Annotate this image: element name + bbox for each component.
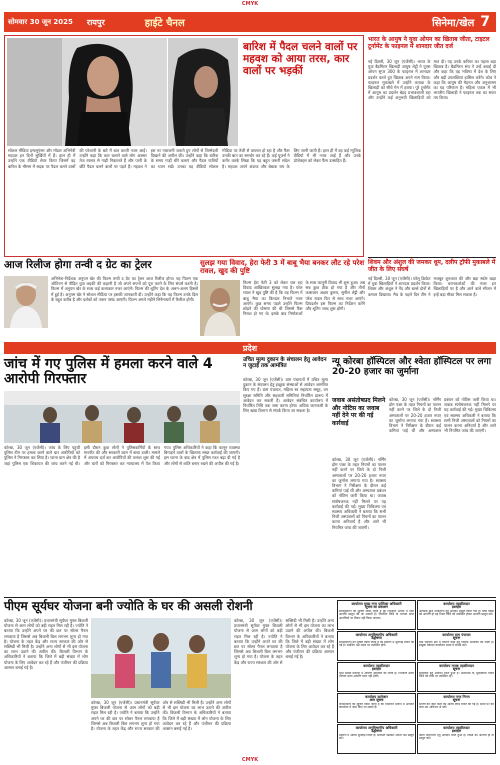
trailer-story (4, 260, 198, 340)
solar-story (4, 600, 334, 756)
section-band (4, 342, 496, 354)
notice-box: कार्यालय अनुविभागीय अधिकारी उद्घोषणा प्रकरण में अंतिम सुनवाई नियत है। संबंधित पक्षकार अपना पक्ष प्रस्तुत करें। (337, 724, 416, 754)
right-column-bottom (368, 260, 496, 340)
lead-photo (7, 38, 167, 146)
trailer-body: अभिनेता-निर्देशक अनुपम खेर की फिल्म तन्वी द ग्रेट का ट्रेलर आज रिलीज होगा। यह फिल्म एक ऑटिज्म से पीड़ित युवा लड़की की कहानी है जो अपने सपनों को पूरा करने के लिए संघर्ष करती है। फिल्म में अनुपम खेर के साथ कई कलाकार नजर आएंगे। फिल्म की शूटिंग देश के अलग-अलग हिस्सों में हुई है। अनुपम खेर ने सोशल मीडिया पर इसकी जानकारी दी। उन्होंने कहा कि यह फिल्म उनके दिल के बहुत करीब है और दर्शकों को जरूर पसंद आएगी। फिल्म अगले महीने सिनेमाघरों में रिलीज होगी। (51, 276, 198, 302)
public-notices (337, 600, 496, 756)
police-body: कोरबा, 30 जून (एजेंसी)। जांच के लिए पहुंची पुलिस टीम पर हमला करने वाले चार आरोपियों को पुलिस ने गिरफ्तार कर लिया है। घटना ग्राम क्षेत्र की है जहां पुलिस एक शिकायत की जांच करने गई थी। इसी दौरान कुछ लोगों ने पुलिसकर्मियों के साथ मारपीट की और सरकारी काम में बाधा डाली। मामले में अपराध दर्ज कर आरोपियों की तलाश शुरू की गई और चारों को गिरफ्तार कर न्यायालय में पेश किया गया। पुलिस अधिकारियों ने कहा कि कानून व्यवस्था बिगाड़ने वालों के खिलाफ सख्त कार्रवाई की जाएगी। इस घटना के बाद क्षेत्र में पुलिस गश्त बढ़ा दी गई है और लोगों से शांति बनाए रखने की अपील की गई है। (4, 445, 240, 466)
tender-story (243, 357, 328, 595)
hospital-story (332, 357, 496, 595)
dispute-photo (200, 280, 240, 336)
section-name: सिनेमा/खेल (432, 18, 475, 29)
print-mark-top: CMYK (241, 1, 259, 7)
actress-illustration (7, 38, 167, 146)
woman-profile-illustration (168, 38, 238, 146)
trailer-headline: आज रिलीज होगा तन्वी द ग्रेट का ट्रेलर (4, 259, 152, 271)
hospital-body-1: कोरबा, 30 जून (एजेंसी)। नर्सिंग होम एक्ट के तहत नियमों का पालन नहीं करने पर जिले के दो निजी अस्पतालों पर 20-20 हजार रुपए का जुर्माना लगाया गया है। स्वास्थ्य विभाग ने निरीक्षण के दौरान कई कमियां पाई थीं और अस्पताल प्रबंधन को नोटिस जारी किया था। जवाब संतोषजनक नहीं मिलने पर यह कार्रवाई की गई। मुख्य चिकित्सा एवं स्वास्थ्य अधिकारी ने बताया कि सभी निजी अस्पतालों को नियमों का पालन करना अनिवार्य है और आगे भी नियमित जांच की जाएगी। (332, 457, 386, 530)
badminton-headline: भारत के आयुष ने युवा ओपन का खिताब जीता, टाइटल टूर्नामेंट के फाइनल में शानदार जीत दर्ज (368, 36, 490, 50)
police-headline: जांच में गए पुलिस में हमला करने वाले 4 आरोपी गिरफ्तार (4, 356, 213, 387)
divider (368, 257, 496, 258)
edition-city: रायपुर (86, 17, 105, 27)
dispute-story (200, 260, 365, 340)
notice-box: कार्यालय नगर निगम सूचना संपत्ति कर जमा करने की अंतिम तिथि नियत की गई है। समय पर कर जमा कर अधिभार से बचें। (417, 693, 496, 723)
hospital-headline: न्यू कोरबा हॉस्पिटल और श्वेता हॉस्पिटल पर लगा 20-20 हजार का जुर्माना (332, 357, 492, 377)
solar-photo (91, 618, 231, 698)
dispute-body: फिल्म हेरा फेरी 3 को लेकर चल रहा विवाद आखिरकार सुलझ गया है। परेश रावल ने खुद पुष्टि की है कि वह फिल्म में बाबू भैया का किरदार निभाते नजर आएंगे। कुछ समय पहले उन्होंने फिल्म छोड़ने की घोषणा की थी जिससे फैंस निराश हो गए थे। इसके बाद निर्माताओं के साथ कानूनी विवाद भी शुरू हुआ। अब सब कुछ ठीक हो गया है और तीनों कलाकार अक्षय कुमार, सुनील शेट्टी और परेश रावल फिर से साथ नजर आएंगे। प्रियदर्शन इस फिल्म का निर्देशन करेंगे और शूटिंग जल्द शुरू होगी। (243, 280, 365, 317)
lead-body: सोशल मीडिया इन्फ्लुएंसर और मॉडल अभिनेत्री महवश इन दिनों सुर्खियों में हैं। हाल ही में उन्होंने एक वीडियो शेयर किया जिसमें वह बारिश के मौसम में सड़क पर पैदल चलने वालों की परेशानी के बारे में बात करती नजर आईं। उन्होंने कहा कि कार चलाने वाले लोग अक्सर तेज रफ्तार से गाड़ी निकालते हैं और पानी के छींटे पैदल चलने वालों पर पड़ते हैं। महवश ने इस पर नाराजगी जताते हुए लोगों से जिम्मेदारी दिखाने की अपील की। उन्होंने कहा कि बारिश के समय गाड़ी धीरे चलाएं और पैदल यात्रियों का ध्यान रखें। उनका यह वीडियो सोशल मीडिया पर तेजी से वायरल हो रहा है और फैंस उनकी बात का समर्थन कर रहे हैं। कई यूजर्स ने कमेंट करके लिखा कि यह बहुत जरूरी संदेश है। महवश अपने अंदाज और बेबाक राय के लिए जानी जाती हैं। हाल ही में वह कई म्यूजिक वीडियो में भी नजर आई हैं और उनके प्रोजेक्ट्स को लेकर फैंस उत्साहित हैं। (8, 148, 361, 169)
police-story (4, 357, 240, 595)
notice-box: कार्यालय नायब तहसीलदार सूचना सीमांकन हेतु आवेदन प्राप्त हुआ है। आसपास के भूमिस्वामी नियत तिथि को मौके पर उपस्थित रहें। (417, 662, 496, 692)
solar-body-2: कोरबा, 30 जून (एजेंसी)। प्रधानमंत्री सूर्यघर मुफ्त बिजली योजना से आम लोगों को बड़ी राहत मिल रही है। ज्योति ने बताया कि उन्होंने अपने घर की छत पर सोलर पैनल लगवाया है जिससे अब बिजली बिल लगभग शून्य हो गया है। योजना के तहत केंद्र और राज्य सरकार की ओर से सब्सिडी भी मिली है। उन्होंने अन्य लोगों से भी इस योजना का लाभ उठाने की अपील की। बिजली विभाग के अधिकारियों ने बताया कि जिले में बड़ी संख्या में लोग योजना के लिए आवेदन कर रहे हैं और पंजीयन की प्रक्रिया आसान बनाई गई है। (91, 700, 231, 732)
notice-box: कार्यालय तहसीलदार इश्तहार आवेदक द्वारा नामांतरण हेतु आवेदन प्रस्तुत किया गया है। जिस किसी को आपत्ति हो वह नियत तिथि को उपस्थित होकर आपत्ति प्रस्तुत करे। (417, 600, 496, 630)
lead-headline: बारिश में पैदल चलने वालों पर महवश को आया तरस, कार वालों पर भड़कीं (243, 41, 358, 77)
page-header (4, 12, 496, 32)
hospital-intro: जवाब असंतोषप्रद मिलने और नोटिस का जवाब नहीं देने पर की गई कार्रवाई (332, 397, 386, 427)
hospital-body-2: कोरबा, 30 जून (एजेंसी)। नर्सिंग होम एक्ट के तहत नियमों का पालन नहीं करने पर जिले के दो निजी अस्पतालों पर 20-20 हजार रुपए का जुर्माना लगाया गया है। स्वास्थ्य विभाग ने निरीक्षण के दौरान कई कमियां पाई थीं और अस्पताल प्रबंधन को नोटिस जारी किया था। जवाब संतोषजनक नहीं मिलने पर यह कार्रवाई की गई। मुख्य चिकित्सा एवं स्वास्थ्य अधिकारी ने बताया कि सभी निजी अस्पतालों को नियमों का पालन करना अनिवार्य है और आगे भी नियमित जांच की जाएगी। (389, 397, 496, 434)
solar-headline: पीएम सूर्यघर योजना बनी ज्योति के घर की असली रोशनी (4, 599, 253, 613)
divider (4, 597, 496, 598)
section-label: प्रदेश (242, 343, 258, 353)
solar-body-1: कोरबा, 30 जून (एजेंसी)। प्रधानमंत्री सूर्यघर मुफ्त बिजली योजना से आम लोगों को बड़ी राहत मिल रही है। ज्योति ने बताया कि उन्होंने अपने घर की छत पर सोलर पैनल लगवाया है जिससे अब बिजली बिल लगभग शून्य हो गया है। योजना के तहत केंद्र और राज्य सरकार की ओर से सब्सिडी भी मिली है। उन्होंने अन्य लोगों से भी इस योजना का लाभ उठाने की अपील की। बिजली विभाग के अधिकारियों ने बताया कि जिले में बड़ी संख्या में लोग योजना के लिए आवेदन कर रहे हैं और पंजीयन की प्रक्रिया आसान बनाई गई है। (4, 618, 88, 670)
print-mark-bottom: CMYK (241, 757, 259, 763)
notice-box: कार्यालय तहसीलदार इश्तहार फौती नामांतरण हेतु आवेदन प्राप्त हुआ है। किसी को आपत्ति हो तो प्रस्तुत करें। (417, 724, 496, 754)
page-number: 7 (480, 14, 490, 30)
trailer-photo (4, 276, 48, 328)
paresh-rawal-portrait (200, 280, 240, 336)
arrested-accused-photo (4, 391, 240, 443)
notice-box: कार्यालय मुख्य नगर पालिका अधिकारी सूचना का प्रकाशन सर्वसाधारण को सूचित किया जाता है कि निर्धारित अवधि में दावा आपत्ति प्रस्तुत की जा सकती है। निर्धारित तिथि के पश्चात प्राप्त आपत्तियों पर विचार नहीं किया जाएगा। (337, 600, 416, 630)
police-photo (4, 391, 240, 443)
cricket-body: नई दिल्ली, 30 जून (एजेंसी)। घरेलू क्रिकेट में युवा खिलाड़ियों ने शानदार प्रदर्शन किया। शिवम और अंशुल ने गेंद और बल्ले दोनों से कमाल दिखाया। मैच के पहले दिन टीम ने मजबूत शुरुआत की और बड़ा स्कोर खड़ा किया। चयनकर्ताओं की नजर इन खिलाड़ियों पर है और आने वाले सीजन में इन्हें बड़ा मौका मिल सकता है। (368, 276, 496, 297)
lead-photo-2 (168, 38, 238, 146)
dispute-headline: सुलझ गया विवाद, हेरा फेरी 3 में बाबू भैया बनकर लौट रहे परेश रावल, खुद की पुष्टि (200, 259, 365, 275)
solar-body-3: कोरबा, 30 जून (एजेंसी)। प्रधानमंत्री सूर्यघर मुफ्त बिजली योजना से आम लोगों को बड़ी राहत मिल रही है। ज्योति ने बताया कि उन्होंने अपने घर की छत पर सोलर पैनल लगवाया है जिससे अब बिजली बिल लगभग शून्य हो गया है। योजना के तहत केंद्र और राज्य सरकार की ओर से सब्सिडी भी मिली है। उन्होंने अन्य लोगों से भी इस योजना का लाभ उठाने की अपील की। बिजली विभाग के अधिकारियों ने बताया कि जिले में बड़ी संख्या में लोग योजना के लिए आवेदन कर रहे हैं और पंजीयन की प्रक्रिया आसान बनाई गई है। (234, 618, 334, 665)
tender-body: कोरबा, 30 जून (एजेंसी)। ग्राम पंचायतों में उचित मूल्य दुकान के संचालन हेतु इच्छुक संस्थाओं से आवेदन आमंत्रित किए गए हैं। ग्राम पंचायत, महिला स्व सहायता समूह, वन सुरक्षा समिति और सहकारी समितियां निर्धारित प्रारूप में आवेदन कर सकती हैं। आवेदन संबंधित कार्यालय में निर्धारित तिथि तक जमा करना होगा। अधिक जानकारी के लिए खाद्य विभाग से संपर्क किया जा सकता है। (243, 377, 328, 414)
newspaper-brand: हाईटे चैनल (144, 18, 185, 29)
cricket-headline: शिवम और अंशुल की जमकर धूम, दलीप ट्रॉफी मुकाबले में जीत के लिए संघर्ष (368, 259, 496, 273)
issue-date: सोमवार 30 जून 2025 (8, 17, 73, 26)
notice-box: कार्यालय कलेक्टर आम सूचना जनसामान्य को सूचित किया जाता है कि निर्धारित प्रारूप में आवेदन कार्यालय में जमा किए जा सकते हैं। (337, 693, 416, 723)
notice-box: कार्यालय अनुविभागीय अधिकारी उद्घोषणा सर्वसाधारण को सूचित किया जाता है कि प्रकरण में सुनवाई नियत की गई है। संबंधित पक्ष समय पर उपस्थित होवें। (337, 631, 416, 661)
family-photo (91, 618, 231, 698)
tender-headline: उचित मूल्य दुकान के संचालन हेतु आवेदन न जुटाई तक आमंत्रित (243, 357, 327, 370)
lead-story (4, 35, 364, 257)
anupam-kher-portrait (4, 276, 48, 328)
right-column-top (368, 35, 496, 257)
notice-box: कार्यालय ग्राम पंचायत सूचना ग्राम पंचायत क्षेत्र में निर्माण कार्य हेतु निविदा आमंत्रित की जाती है। इच्छुक ठेकेदार कार्यालय समय में संपर्क करें। (417, 631, 496, 661)
badminton-body: नई दिल्ली, 30 जून (एजेंसी)। भारत के युवा बैडमिंटन खिलाड़ी आयुष शेट्टी ने यूएस ओपन सुपर 300 के फाइनल में शानदार प्रदर्शन करते हुए खिताब अपने नाम किया। फाइनल मुकाबले में उन्होंने कनाडा के खिलाड़ी को सीधे गेम में हराया। पूरे टूर्नामेंट में आयुष का प्रदर्शन बेहद प्रभावशाली रहा और उन्होंने कई अनुभवी खिलाड़ियों को मात दी। यह उनके करियर का पहला बड़ा खिताब है। बैडमिंटन संघ ने उन्हें बधाई दी और कहा कि वह भविष्य में देश के लिए और बड़ी उपलब्धियां हासिल करेंगे। कोच ने कहा कि आयुष की मेहनत और अनुशासन का यह परिणाम है। महिला एकल में भी भारतीय खिलाड़ी ने फाइनल तक का सफर तय किया। (368, 59, 496, 101)
notice-box: कार्यालय तहसीलदार इश्तहार भूमि संबंधी प्रकरण में आपत्ति आमंत्रित की जाती है। निर्धारित समय पश्चात प्राप्त आपत्ति मान्य नहीं होगी। (337, 662, 416, 692)
